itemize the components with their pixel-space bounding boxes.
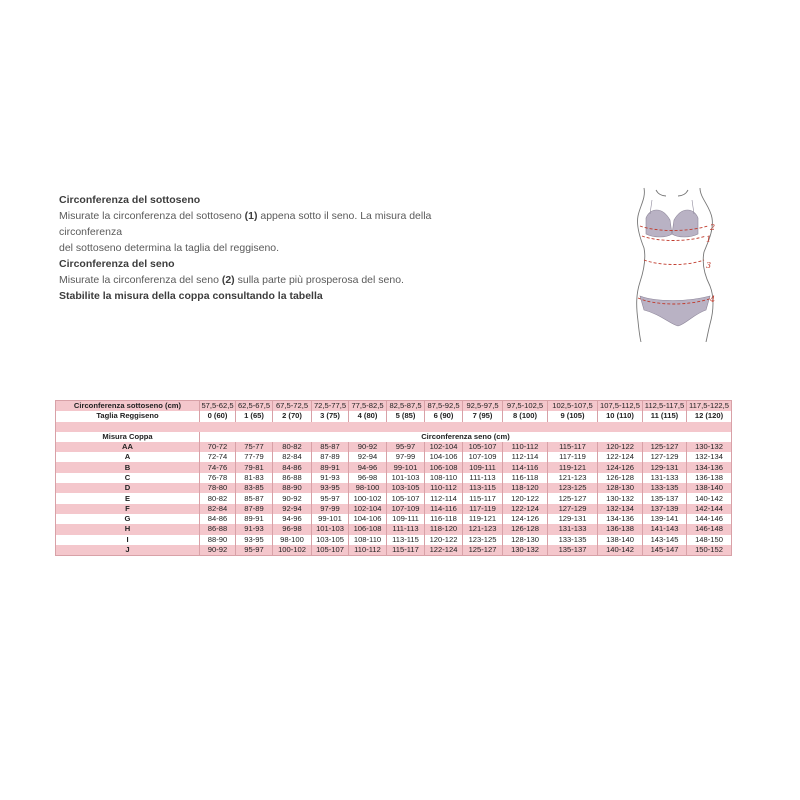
bust-value: 94-96 <box>349 462 387 472</box>
bust-value: 142-144 <box>687 504 732 514</box>
bust-value: 87-89 <box>312 452 349 462</box>
bust-value: 103-105 <box>387 483 425 493</box>
cup-row <box>56 514 732 524</box>
bust-value: 85-87 <box>312 442 349 452</box>
cup-row <box>56 524 732 534</box>
underbust-value: 77,5-82,5 <box>349 401 387 412</box>
bust-value: 91-93 <box>312 473 349 483</box>
bust-value: 98-100 <box>273 535 312 545</box>
cup-label: I <box>56 535 200 545</box>
bust-value: 122-124 <box>598 452 643 462</box>
bust-value: 86-88 <box>200 524 236 534</box>
underbust-value: 67,5-72,5 <box>273 401 312 412</box>
bust-value: 126-128 <box>598 473 643 483</box>
bust-value: 138-140 <box>687 483 732 493</box>
bust-value: 89-91 <box>312 462 349 472</box>
bust-value: 93-95 <box>312 483 349 493</box>
bust-value: 113-115 <box>387 535 425 545</box>
cup-label: G <box>56 514 200 524</box>
bust-value: 115-117 <box>548 442 598 452</box>
underbust-text-line2: circonferenza <box>59 226 123 238</box>
bust-value: 87-89 <box>236 504 273 514</box>
bust-value: 93-95 <box>236 535 273 545</box>
bust-value: 130-132 <box>503 545 548 556</box>
bust-value: 139-141 <box>643 514 687 524</box>
bust-value: 110-112 <box>425 483 463 493</box>
bust-value: 117-119 <box>548 452 598 462</box>
band-size-value: 10 (110) <box>598 411 643 421</box>
marker-ref-2: (2) <box>221 274 235 286</box>
bust-value: 106-108 <box>349 524 387 534</box>
bust-value: 134-136 <box>598 514 643 524</box>
bust-value: 129-131 <box>643 462 687 472</box>
band-size-label: Taglia Reggiseno <box>56 411 200 421</box>
bust-value: 74-76 <box>200 462 236 472</box>
bust-value: 90-92 <box>200 545 236 556</box>
cup-row <box>56 535 732 545</box>
bust-value: 82-84 <box>200 504 236 514</box>
bust-value: 83-85 <box>236 483 273 493</box>
bust-value: 107-109 <box>463 452 503 462</box>
band-size-value: 12 (120) <box>687 411 732 421</box>
bust-value: 102-104 <box>425 442 463 452</box>
underbust-text <box>59 208 459 224</box>
bust-value: 105-107 <box>387 493 425 503</box>
underbust-value: 72,5-77,5 <box>312 401 349 412</box>
bust-value: 127-129 <box>548 504 598 514</box>
bust-value: 148-150 <box>687 535 732 545</box>
bust-value: 98-100 <box>349 483 387 493</box>
bust-value: 122-124 <box>425 545 463 556</box>
bust-value: 124-126 <box>503 514 548 524</box>
underbust-value: 87,5-92,5 <box>425 401 463 412</box>
cup-label: C <box>56 473 200 483</box>
bust-circumference-label: Circonferenza seno (cm) <box>200 432 732 442</box>
bust-value: 131-133 <box>548 524 598 534</box>
bust-value: 105-107 <box>463 442 503 452</box>
bust-value: 75-77 <box>236 442 273 452</box>
band-size-value: 0 (60) <box>200 411 236 421</box>
bust-value: 121-123 <box>548 473 598 483</box>
cup-label: E <box>56 493 200 503</box>
bust-value: 90-92 <box>349 442 387 452</box>
bust-value: 116-118 <box>503 473 548 483</box>
bust-value: 88-90 <box>200 535 236 545</box>
bust-value: 99-101 <box>312 514 349 524</box>
bust-value: 123-125 <box>548 483 598 493</box>
band-size-value: 4 (80) <box>349 411 387 421</box>
bust-value: 128-130 <box>503 535 548 545</box>
cup-row <box>56 545 732 556</box>
bust-value: 106-108 <box>425 462 463 472</box>
bust-text <box>59 272 459 288</box>
marker-3: 3 <box>706 261 712 270</box>
bust-value: 84-86 <box>200 514 236 524</box>
cup-instruction: Stabilite la misura della coppa consultando la tabella <box>59 290 323 302</box>
bust-value: 150-152 <box>687 545 732 556</box>
bust-value: 144-146 <box>687 514 732 524</box>
bust-value: 107-109 <box>387 504 425 514</box>
bust-value: 95-97 <box>236 545 273 556</box>
underbust-text-part: Misurate la circonferenza del sottoseno <box>59 210 245 222</box>
bust-value: 131-133 <box>643 473 687 483</box>
bust-value: 146-148 <box>687 524 732 534</box>
band-size-value: 3 (75) <box>312 411 349 421</box>
bust-value: 88-90 <box>273 483 312 493</box>
bust-value: 110-112 <box>349 545 387 556</box>
band-size-value: 8 (100) <box>503 411 548 421</box>
bust-value: 111-113 <box>463 473 503 483</box>
bust-value: 97-99 <box>387 452 425 462</box>
cup-label: H <box>56 524 200 534</box>
underbust-value: 57,5-62,5 <box>201 401 234 411</box>
bust-value: 132-134 <box>598 504 643 514</box>
underbust-value: 97,5-102,5 <box>503 401 548 412</box>
bust-value: 94-96 <box>273 514 312 524</box>
bust-value: 136-138 <box>598 524 643 534</box>
bust-value: 70-72 <box>200 442 236 452</box>
underbust-text-part: appena sotto il seno. La misura della <box>257 210 432 222</box>
band-size-value: 5 (85) <box>387 411 425 421</box>
bust-value: 134-136 <box>687 462 732 472</box>
bust-value: 80-82 <box>200 493 236 503</box>
briefs-shape <box>640 296 710 326</box>
cup-label: A <box>56 452 200 462</box>
bust-value: 135-137 <box>548 545 598 556</box>
marker-1: 1 <box>706 235 712 244</box>
bust-value: 100-102 <box>349 493 387 503</box>
cup-label: D <box>56 483 200 493</box>
bust-value: 135-137 <box>643 493 687 503</box>
bust-value: 92-94 <box>349 452 387 462</box>
cup-row <box>56 493 732 503</box>
measurement-instructions <box>59 192 459 304</box>
bust-value: 118-120 <box>503 483 548 493</box>
underbust-heading: Circonferenza del sottoseno <box>59 194 201 206</box>
band-size-value: 1 (65) <box>236 411 273 421</box>
bust-value: 78-80 <box>200 483 236 493</box>
bust-value: 82-84 <box>273 452 312 462</box>
bra-shape <box>646 200 698 237</box>
spacer-row <box>56 422 732 432</box>
bust-value: 101-103 <box>387 473 425 483</box>
bust-value: 122-124 <box>503 504 548 514</box>
bust-value: 112-114 <box>425 493 463 503</box>
bust-value: 104-106 <box>425 452 463 462</box>
bust-value: 132-134 <box>687 452 732 462</box>
underbust-value: 82,5-87,5 <box>387 401 425 412</box>
bust-value: 126-128 <box>503 524 548 534</box>
bust-value: 72-74 <box>200 452 236 462</box>
band-size-value: 2 (70) <box>273 411 312 421</box>
bust-value: 110-112 <box>503 442 548 452</box>
bust-value: 123-125 <box>463 535 503 545</box>
underbust-value: 92,5-97,5 <box>463 401 503 412</box>
bust-value: 109-111 <box>463 462 503 472</box>
marker-2: 2 <box>710 223 716 232</box>
cup-row <box>56 462 732 472</box>
size-table <box>55 400 732 556</box>
underbust-row <box>56 401 732 412</box>
bust-value: 77-79 <box>236 452 273 462</box>
bust-value: 84-86 <box>273 462 312 472</box>
bust-value: 96-98 <box>273 524 312 534</box>
bust-text-part: sulla parte più prosperosa del seno. <box>234 274 404 286</box>
cup-label: J <box>56 545 200 556</box>
bust-value: 141-143 <box>643 524 687 534</box>
bust-value: 140-142 <box>687 493 732 503</box>
bust-value: 112-114 <box>503 452 548 462</box>
cup-label: F <box>56 504 200 514</box>
bust-value: 138-140 <box>598 535 643 545</box>
cup-size-label: Misura Coppa <box>56 432 200 442</box>
band-size-value: 11 (115) <box>643 411 687 421</box>
bust-value: 114-116 <box>425 504 463 514</box>
bust-value: 143-145 <box>643 535 687 545</box>
bust-value: 92-94 <box>273 504 312 514</box>
cup-header-row <box>56 432 732 442</box>
bust-value: 145-147 <box>643 545 687 556</box>
bust-value: 100-102 <box>273 545 312 556</box>
bust-value: 137-139 <box>643 504 687 514</box>
bust-value: 90-92 <box>273 493 312 503</box>
underbust-value: 102,5-107,5 <box>548 401 598 412</box>
cup-label: AA <box>56 442 200 452</box>
bust-value: 125-127 <box>643 442 687 452</box>
bust-value: 129-131 <box>548 514 598 524</box>
bust-heading: Circonferenza del seno <box>59 258 175 270</box>
bust-value: 109-111 <box>387 514 425 524</box>
bust-value: 79-81 <box>236 462 273 472</box>
bust-value: 125-127 <box>463 545 503 556</box>
bust-value: 128-130 <box>598 483 643 493</box>
cup-row <box>56 442 732 452</box>
underbust-value: 112,5-117,5 <box>643 401 687 412</box>
bust-value: 115-117 <box>463 493 503 503</box>
cup-label: B <box>56 462 200 472</box>
bust-value: 105-107 <box>312 545 349 556</box>
band-size-value: 9 (105) <box>548 411 598 421</box>
bust-text-part: Misurate la circonferenza del seno <box>59 274 222 286</box>
body-measurement-illustration <box>626 186 722 342</box>
bust-value: 116-118 <box>425 514 463 524</box>
band-size-row <box>56 411 732 421</box>
underbust-label: Circonferenza sottoseno (cm) <box>56 401 200 412</box>
bust-value: 108-110 <box>425 473 463 483</box>
bust-value: 95-97 <box>387 442 425 452</box>
bust-value: 118-120 <box>425 524 463 534</box>
bust-value: 120-122 <box>503 493 548 503</box>
marker-ref-1: (1) <box>244 210 258 222</box>
cup-row <box>56 504 732 514</box>
bust-value: 80-82 <box>273 442 312 452</box>
cup-row <box>56 452 732 462</box>
bust-value: 121-123 <box>463 524 503 534</box>
cup-row <box>56 483 732 493</box>
bust-value: 108-110 <box>349 535 387 545</box>
bust-value: 76-78 <box>200 473 236 483</box>
size-chart <box>55 400 732 556</box>
bust-value: 113-115 <box>463 483 503 493</box>
bust-value: 99-101 <box>387 462 425 472</box>
underbust-value: 117,5-122,5 <box>687 401 732 412</box>
bust-value: 86-88 <box>273 473 312 483</box>
bust-value: 96-98 <box>349 473 387 483</box>
underbust-value: 107,5-112,5 <box>598 401 643 412</box>
spacer-cell <box>56 422 732 432</box>
bust-value: 114-116 <box>503 462 548 472</box>
bust-value: 91-93 <box>236 524 273 534</box>
band-size-value: 7 (95) <box>463 411 503 421</box>
bust-value: 130-132 <box>598 493 643 503</box>
bust-value: 103-105 <box>312 535 349 545</box>
bust-value: 120-122 <box>425 535 463 545</box>
bust-value: 125-127 <box>548 493 598 503</box>
bust-value: 120-122 <box>598 442 643 452</box>
bust-value: 119-121 <box>463 514 503 524</box>
underbust-value: 62,5-67,5 <box>236 401 273 412</box>
bust-value: 127-129 <box>643 452 687 462</box>
bust-value: 89-91 <box>236 514 273 524</box>
bust-value: 124-126 <box>598 462 643 472</box>
bust-value: 81-83 <box>236 473 273 483</box>
bust-value: 95-97 <box>312 493 349 503</box>
bust-value: 101-103 <box>312 524 349 534</box>
bust-value: 115-117 <box>387 545 425 556</box>
marker-4: 4 <box>710 295 716 304</box>
bust-value: 117-119 <box>463 504 503 514</box>
bust-value: 130-132 <box>687 442 732 452</box>
bust-value: 119-121 <box>548 462 598 472</box>
bust-value: 97-99 <box>312 504 349 514</box>
bust-value: 140-142 <box>598 545 643 556</box>
underbust-text-line3: del sottoseno determina la taglia del reggiseno. <box>59 242 280 254</box>
band-size-value: 6 (90) <box>425 411 463 421</box>
cup-row <box>56 473 732 483</box>
bust-value: 102-104 <box>349 504 387 514</box>
bust-value: 104-106 <box>349 514 387 524</box>
bust-value: 133-135 <box>643 483 687 493</box>
bust-value: 136-138 <box>687 473 732 483</box>
bust-value: 85-87 <box>236 493 273 503</box>
bust-value: 111-113 <box>387 524 425 534</box>
bust-value: 133-135 <box>548 535 598 545</box>
